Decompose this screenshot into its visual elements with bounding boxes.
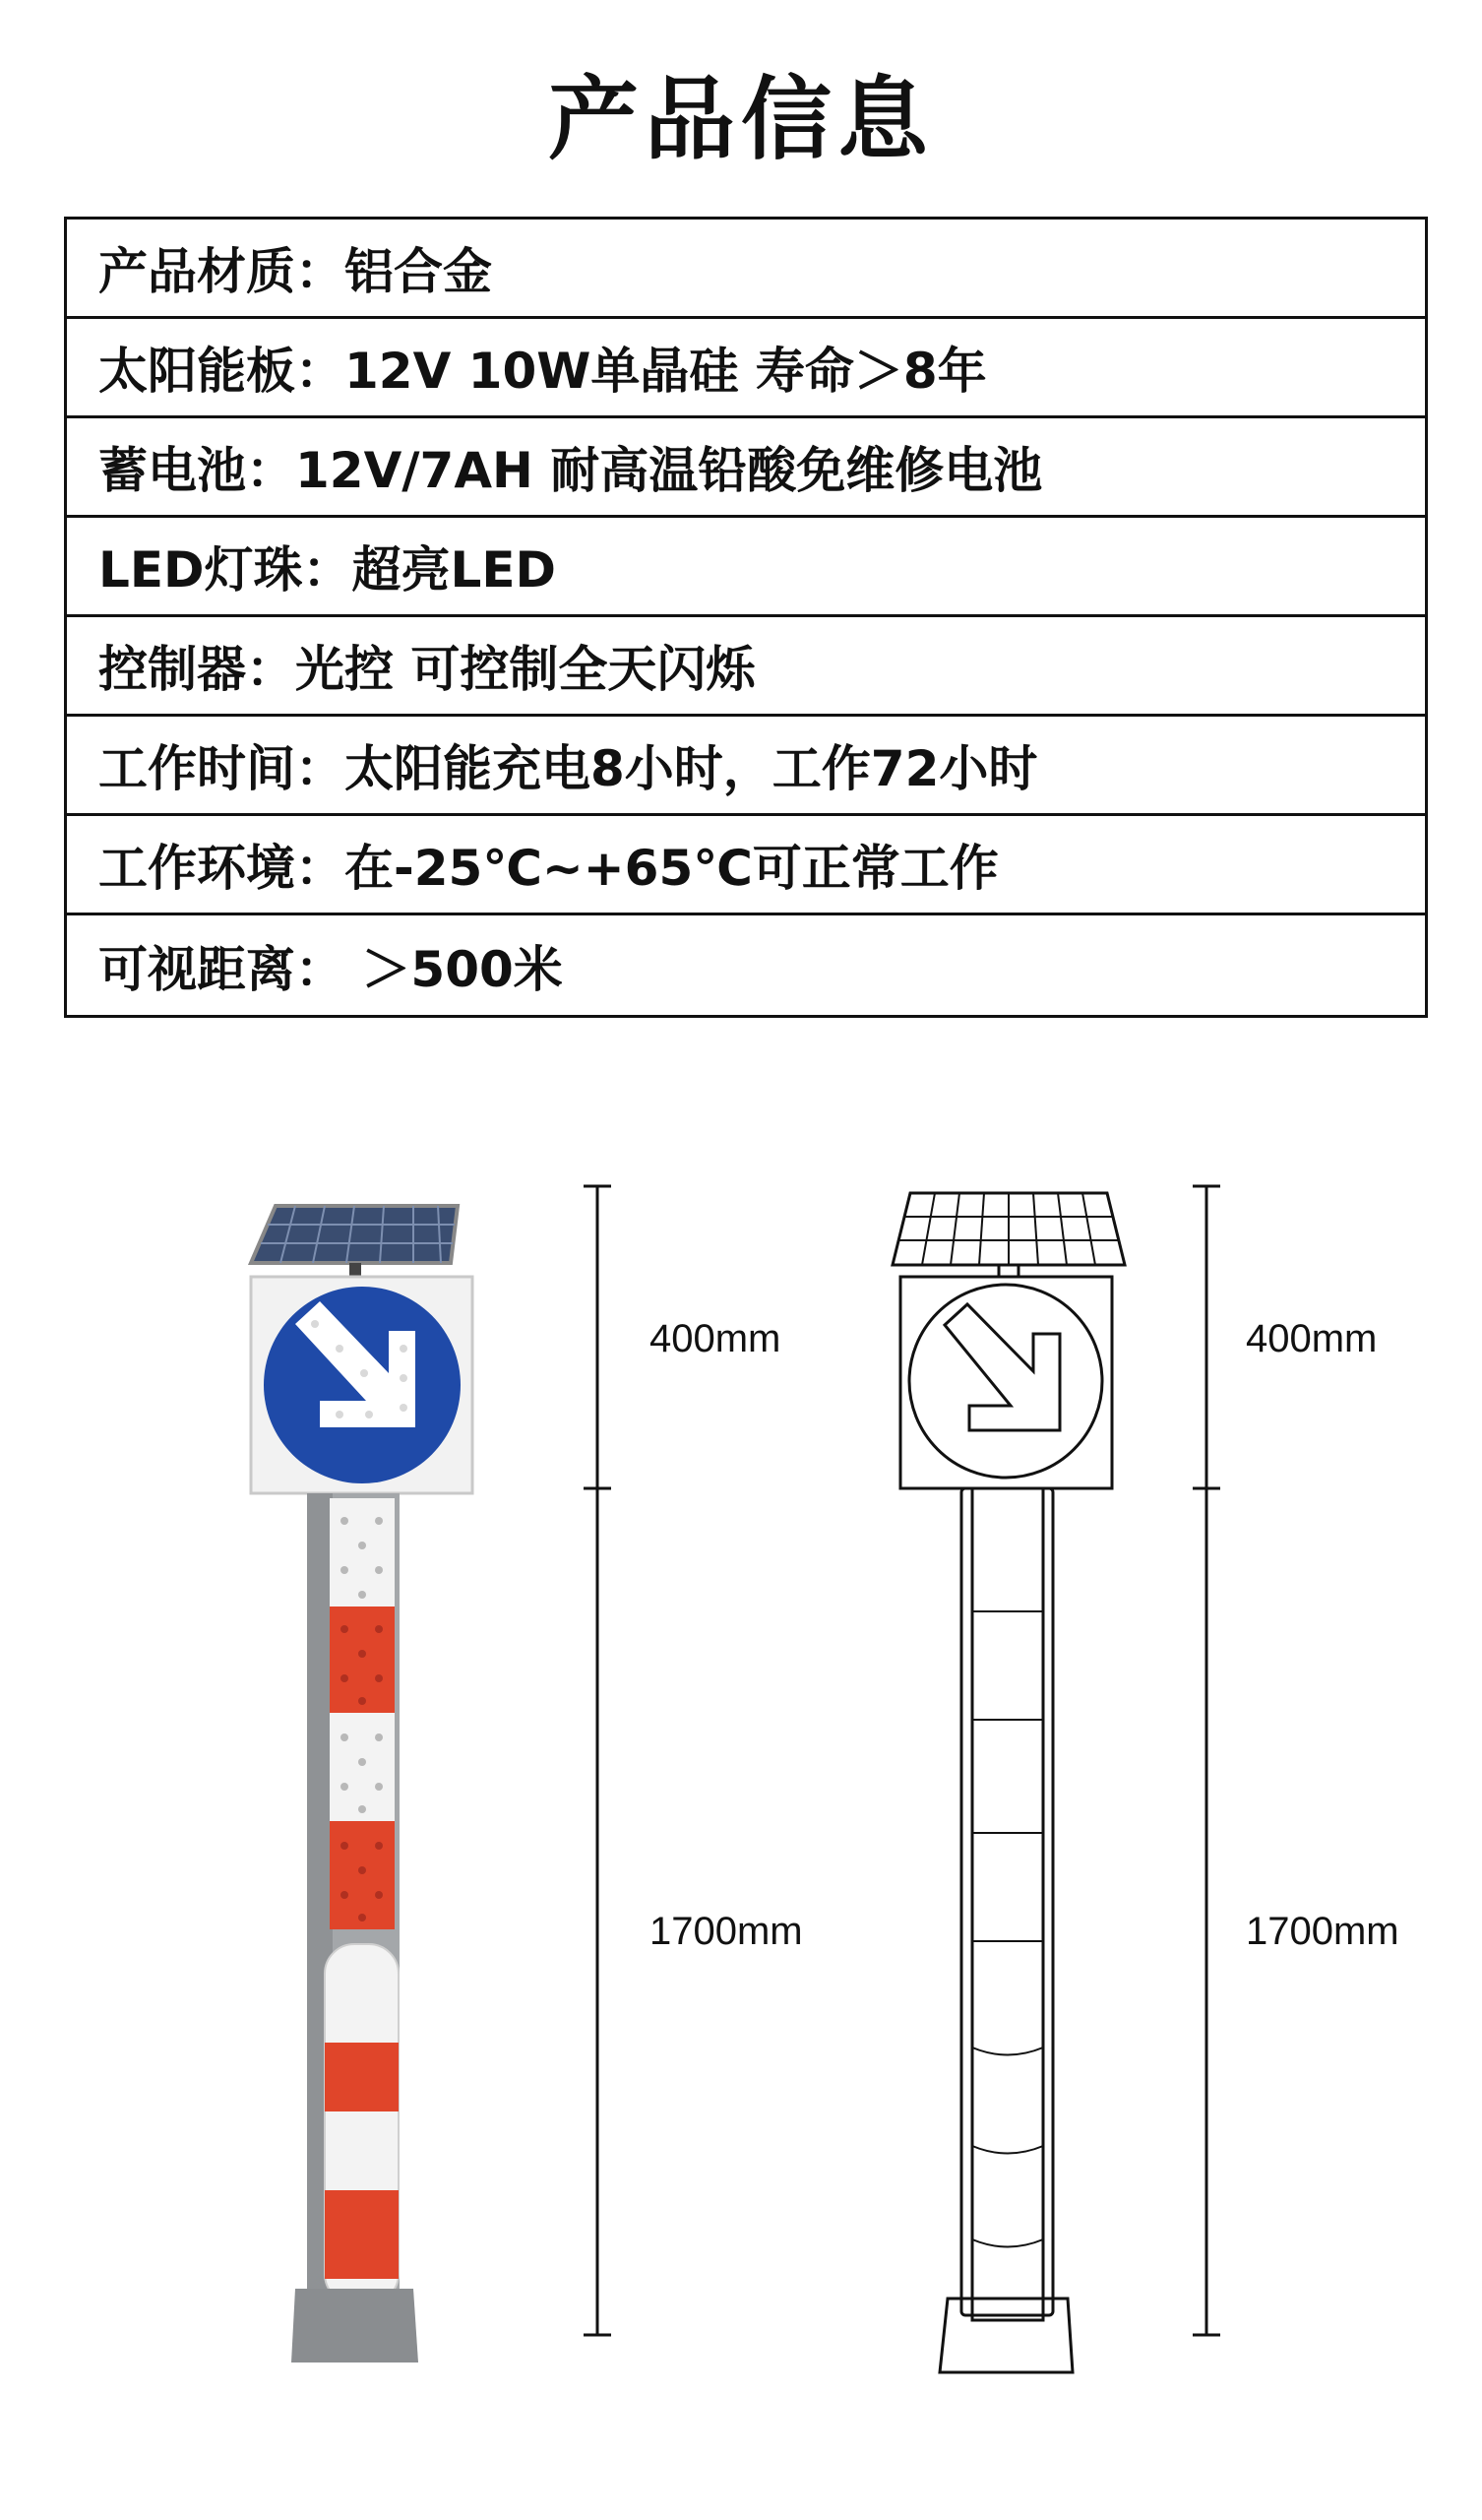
sign-box-right: [900, 1277, 1112, 1488]
spec-row-solar-panel: 太阳能板：12V 10W单晶硅 寿命＞8年: [67, 319, 1425, 418]
spec-row-battery: 蓄电池：12V/7AH 耐高温铅酸免维修电池: [67, 418, 1425, 518]
sign-circle-right: [909, 1285, 1102, 1478]
spec-row-led: LED灯珠：超亮LED: [67, 518, 1425, 617]
led-segment-red-2: [330, 1821, 395, 1929]
product-photo: [251, 1206, 472, 2362]
arrow-icon-right: [945, 1304, 1060, 1430]
led-segment-red-1: [330, 1606, 395, 1713]
led-segment-white-1: [330, 1498, 395, 1606]
dimension-label-right-bottom: 1700mm: [1246, 1910, 1399, 1953]
dimension-label-left-top: 400mm: [649, 1317, 781, 1360]
product-line-drawing: [893, 1193, 1125, 2372]
spec-row-controller: 控制器：光控 可控制全天闪烁: [67, 617, 1425, 717]
dimension-line-left: [584, 1186, 611, 2335]
spec-row-material: 产品材质：铝合金: [67, 220, 1425, 319]
page-title: 产品信息: [547, 67, 934, 172]
spec-row-work-time: 工作时间：太阳能充电8小时，工作72小时: [67, 717, 1425, 816]
spec-row-environment: 工作环境：在-25℃~+65℃可正常工作: [67, 816, 1425, 915]
dimension-line-right: [1193, 1186, 1220, 2335]
pole-base-left: [291, 2289, 418, 2362]
led-segment-white-2: [330, 1713, 395, 1821]
spec-row-visibility: 可视距离： ＞500米: [98, 940, 563, 998]
dimension-label-left-bottom: 1700mm: [649, 1910, 803, 1953]
dimension-label-right-top: 400mm: [1246, 1317, 1378, 1360]
